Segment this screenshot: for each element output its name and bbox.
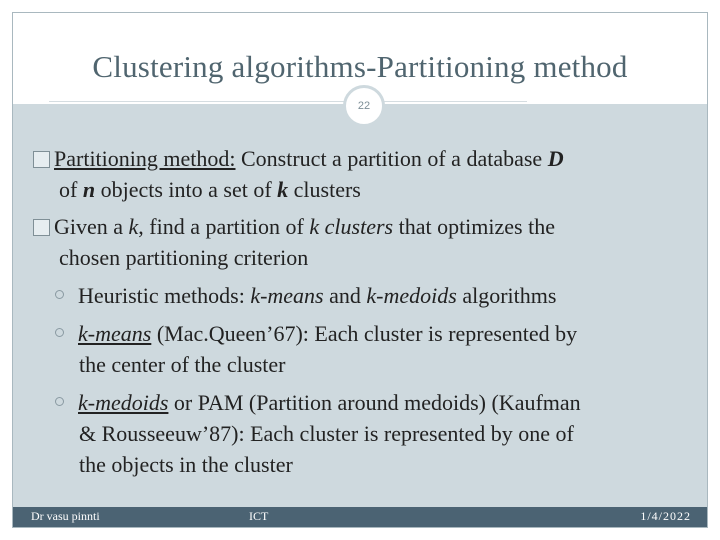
- text-run: clusters: [288, 177, 361, 202]
- bullet-1-term: Partitioning method:: [54, 146, 236, 171]
- k-means-term: k-means: [78, 321, 152, 346]
- title-divider: [49, 101, 527, 102]
- var-k: k: [128, 214, 139, 239]
- sub-bullet-2: [55, 318, 695, 349]
- slide: [12, 12, 708, 528]
- footer-author: Dr vasu pinnti: [31, 509, 100, 523]
- k-medoids-term: k-medoids: [78, 390, 169, 415]
- bullet-1-text: Construct a partition of a database: [235, 146, 548, 171]
- bullet-1-D: D: [547, 146, 564, 171]
- sub-bullet-3-line2: & Rousseeuw’87): Each cluster is represented by one of: [79, 421, 574, 446]
- page-number: 22: [357, 100, 371, 112]
- circle-bullet-icon: [55, 290, 64, 299]
- text-run: (Mac.Queen’67): Each cluster is represented by: [151, 321, 578, 346]
- bullet-2: [33, 211, 703, 242]
- var-k: k: [277, 177, 289, 202]
- text-run: , find a partition of: [138, 214, 310, 239]
- square-bullet-icon: [33, 151, 50, 168]
- footer-date: 1/4/2022: [640, 509, 691, 523]
- slide-title: Clustering algorithms-Partitioning method: [92, 49, 628, 84]
- footer-bar: [13, 507, 707, 527]
- text-run: Heuristic methods:: [78, 283, 251, 308]
- k-clusters: k clusters: [309, 214, 394, 239]
- var-n: n: [82, 177, 96, 202]
- bullet-1: [33, 143, 703, 174]
- sub-bullet-3-line3: the objects in the cluster: [79, 452, 293, 477]
- page-number-badge: [343, 85, 385, 127]
- text-run: or PAM (Partition around medoids) (Kaufman: [168, 390, 581, 415]
- circle-bullet-icon: [55, 328, 64, 337]
- k-medoids-term: k-medoids: [366, 283, 457, 308]
- footer-center: ICT: [249, 509, 269, 523]
- text-run: and: [323, 283, 367, 308]
- text-run: objects into a set of: [95, 177, 278, 202]
- bullet-2-line2: chosen partitioning criterion: [59, 245, 309, 270]
- bullet-1-line2: [33, 174, 720, 205]
- text-run: that optimizes the: [393, 214, 555, 239]
- text-run: Given a: [54, 214, 129, 239]
- sub-bullet-3: [55, 387, 695, 418]
- text-run: algorithms: [456, 283, 557, 308]
- square-bullet-icon: [33, 219, 50, 236]
- sub-bullet-1: [55, 280, 695, 311]
- circle-bullet-icon: [55, 397, 64, 406]
- k-means-term: k-means: [250, 283, 324, 308]
- text-run: of: [59, 177, 83, 202]
- sub-bullet-2-line2: the center of the cluster: [79, 352, 286, 377]
